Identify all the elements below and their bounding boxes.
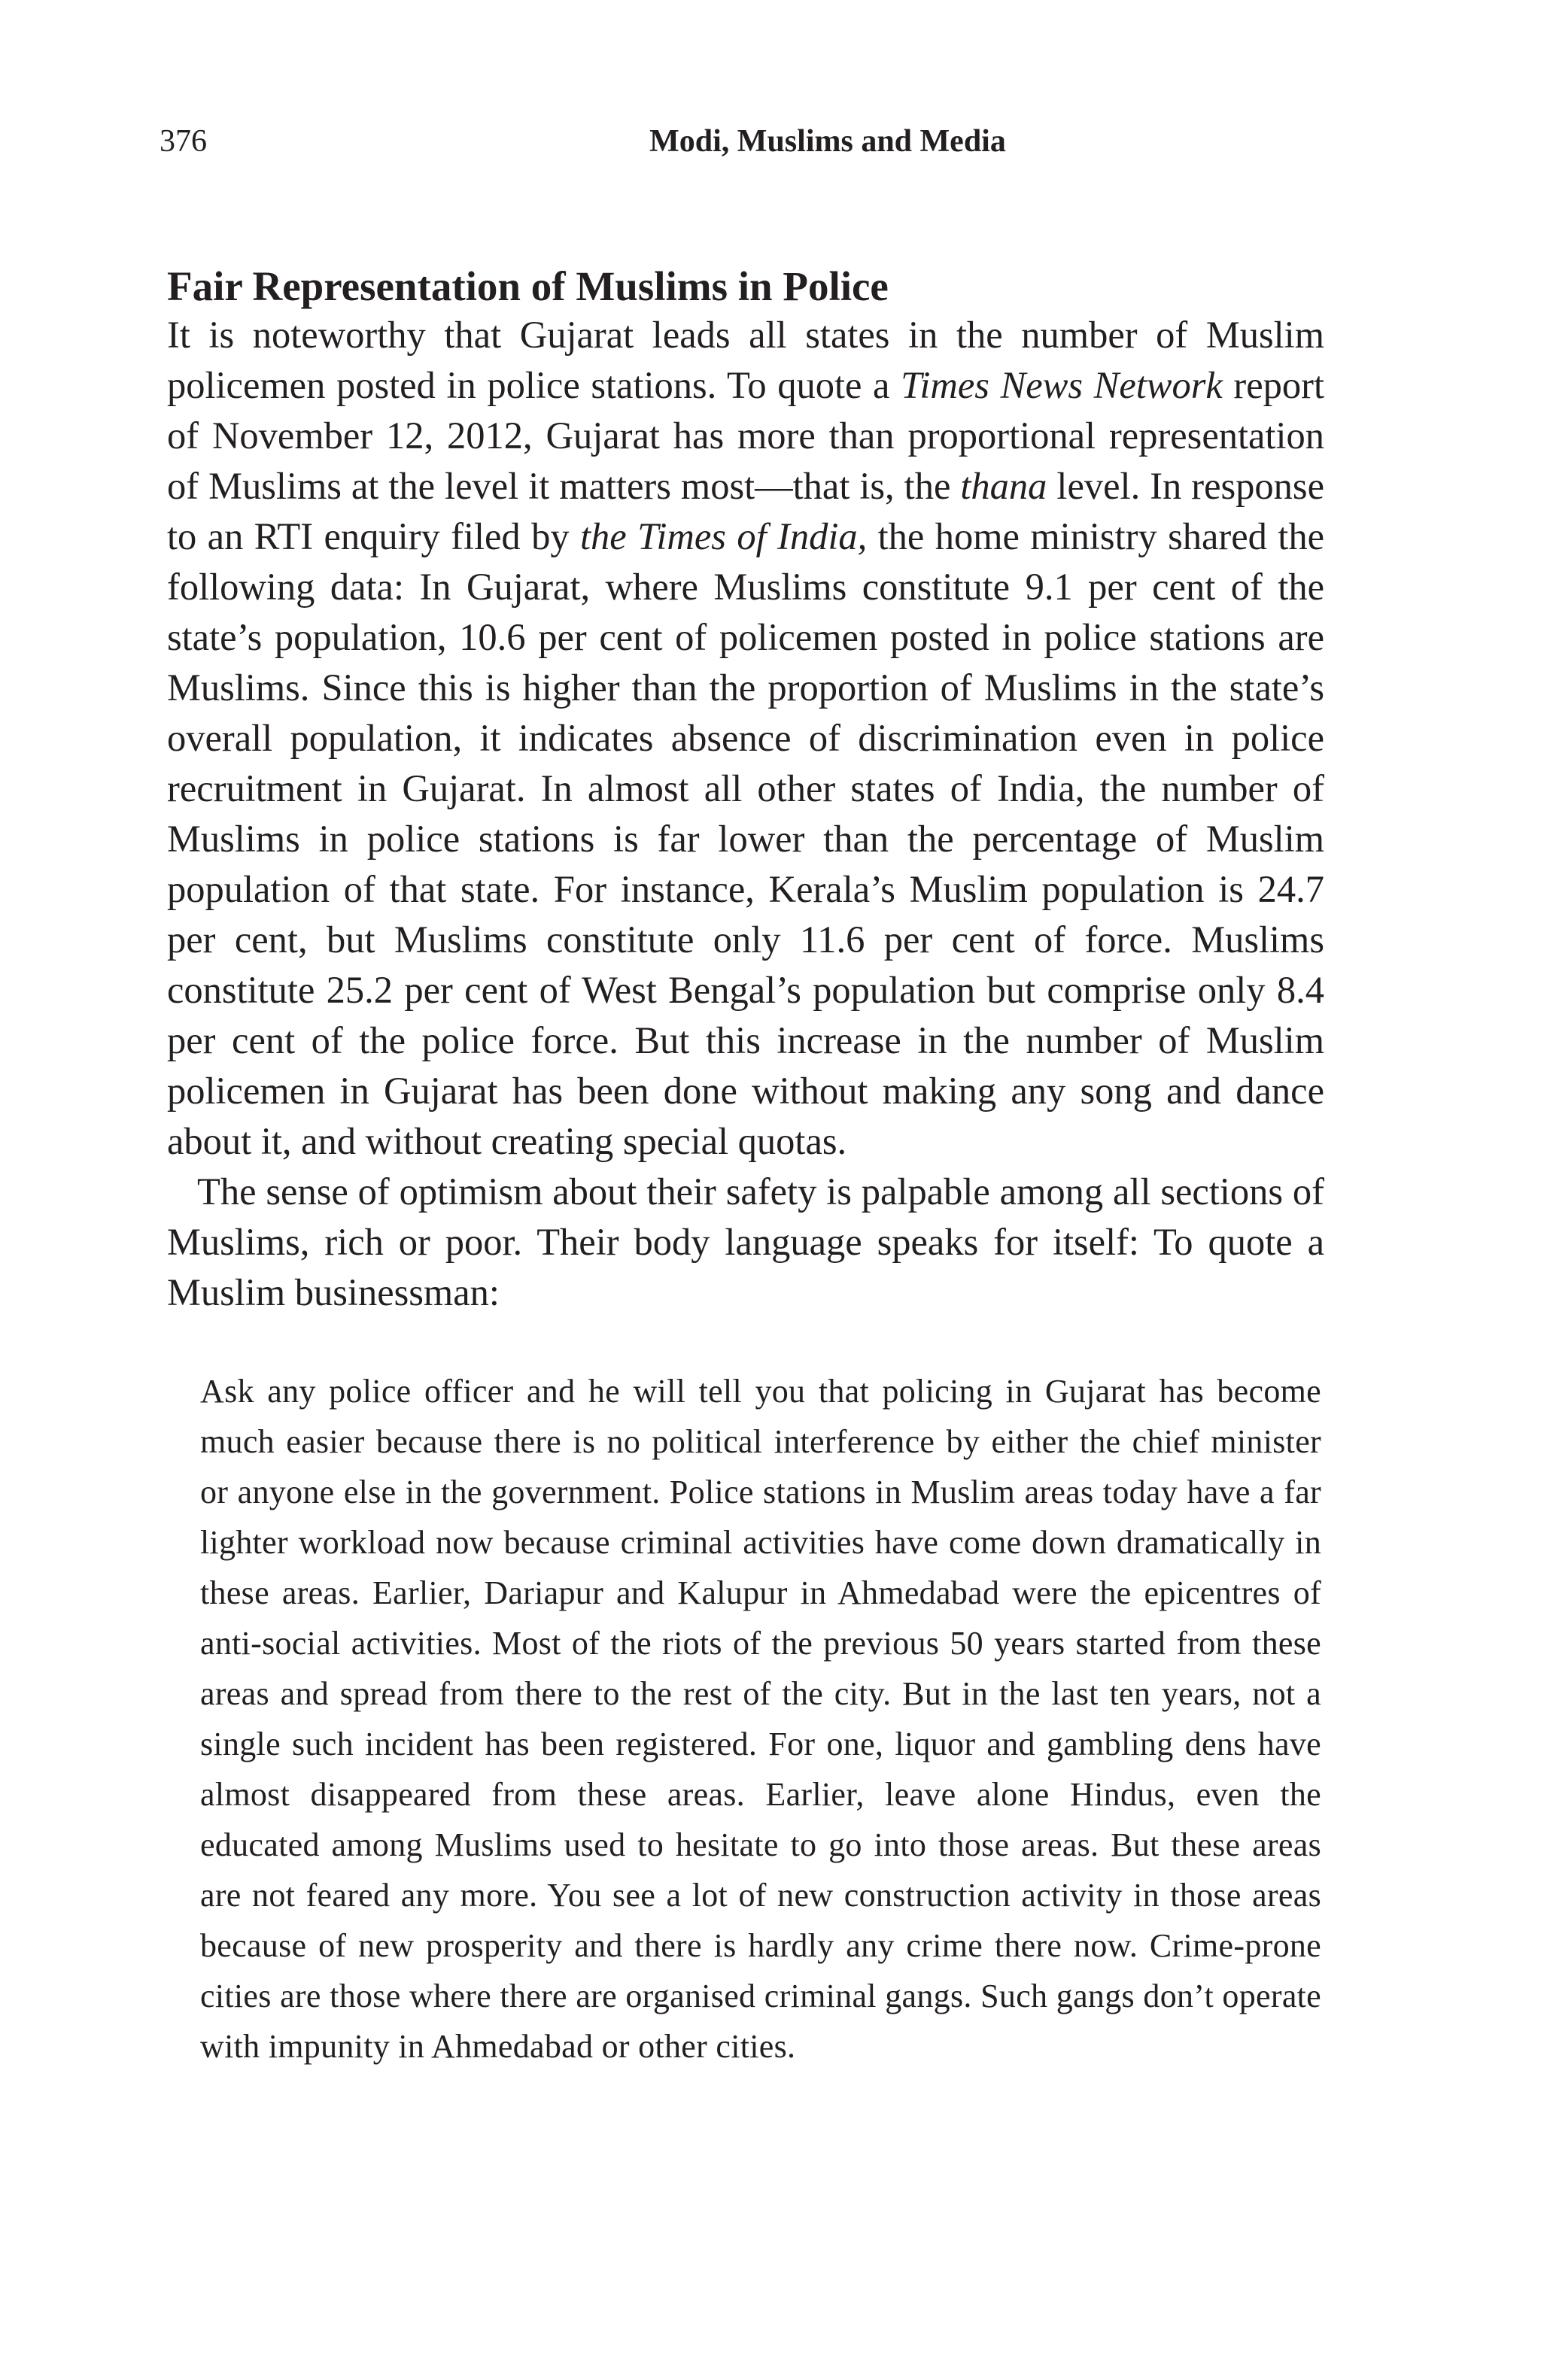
paragraph-1-text-c: level. In response to an RTI enquiry filed by — [167, 465, 1324, 557]
paragraph-1-text-b: report of November 12, 2012, Gujarat has more than proportional representation of Muslims at the level it matters most—that is, the — [167, 364, 1324, 507]
paragraph-1-italic-term: thana — [960, 465, 1047, 507]
body-text — [167, 310, 1324, 1318]
paragraph-1 — [167, 310, 1324, 1167]
paragraph-1-italic-source: Times News Network — [901, 364, 1223, 406]
paragraph-1-text-a: It is noteworthy that Gujarat leads all states in the number of Muslim policemen posted in police stations. To quote a — [167, 314, 1324, 406]
paragraph-1-italic-newspaper: the Times of India, — [579, 515, 868, 557]
page-number: 376 — [160, 124, 207, 159]
book-title: Modi, Muslims and Media — [649, 124, 1006, 159]
running-head — [160, 119, 1383, 164]
paragraph-1-text-d: the home ministry shared the following data: In Gujarat, where Muslims constitute 9.1 per cent of the state’s population, 10.6 per cent of policemen posted in police stations are Muslims. Since this is higher than the proportion of Muslims in the state’s overall population, it indicates absence of discrimination even in police recruitment in Gujarat. In almost all other states of India, the number of Muslims in police stations is far lower than the percentage of Muslim population of that state. For instance, Kerala’s Muslim population is 24.7 per cent, but Muslims constitute only 11.6 per cent of force. Muslims constitute 25.2 per cent of West Bengal’s population but comprise only 8.4 per cent of the police force. But this increase in the number of Muslim policemen in Gujarat has been done without making any song and dance about it, and without creating special quotas. — [167, 515, 1324, 1162]
block-quote: Ask any police officer and he will tell you that policing in Gujarat has become much easier because there is no political interference by either the chief minister or anyone else in the government. Police stations in Muslim areas today have a far lighter workload now because criminal activities have come down dramatically in these areas. Earlier, Dariapur and Kalupur in Ahmedabad were the epicentres of anti-social activities. Most of the riots of the previous 50 years started from these areas and spread from there to the rest of the city. But in the last ten years, not a single such incident has been registered. For one, liquor and gambling dens have almost disappeared from these areas. Earlier, leave alone Hindus, even the educated among Muslims used to hesitate to go into those areas. But these areas are not feared any more. You see a lot of new construction activity in those areas because of new prosperity and there is hardly any crime there now. Crime-prone cities are those where there are organised criminal gangs. Such gangs don’t operate with impunity in Ahmedabad or other cities. — [200, 1373, 1321, 2065]
paragraph-2: The sense of optimism about their safety is palpable among all sections of Muslims, rich or poor. Their body language speaks for itself: To quote a Muslim businessman: — [167, 1170, 1324, 1313]
section-heading: Fair Representation of Muslims in Police — [167, 263, 889, 309]
